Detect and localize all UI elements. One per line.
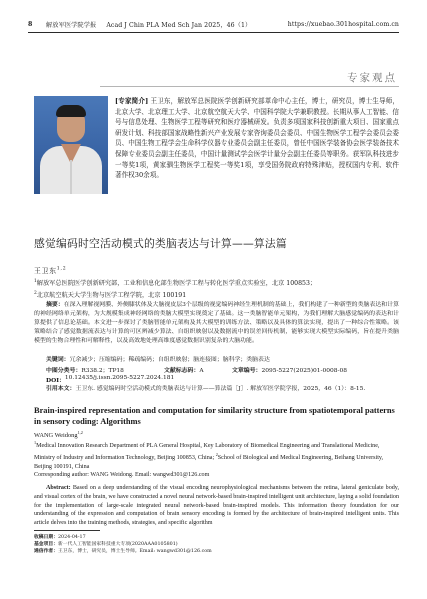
doc-code-field: 文献标志码：A xyxy=(164,367,204,374)
abstract-zh-body: 在深入理解视网膜、外侧膝状体及大脑视皮层3个层级的视觉编码神经生理机制的基础上，我们构建了一种新型的类脑表达和计算的神经网络单元架构，为大规模集成神经网络的类脑大模型实现奠定了基础。这一类脑智能单元架构，为我们理解大脑感觉编码的表达和计算提供了信息论基础。本文进一步探讨了类脑智能单元架构及其大模型的训练方法、策略以及具体的算法实现，提出了一种综合性策略。该策略结合了感觉数据流表达与计算的可区辨减少算法、自组织映射以及数据流中的误差回传机制，能够实现大模型实际编码，旨在提升类脑模型的生物合理性和可解释性，以及高效地处理高维度感觉数据识别复杂的大脑功能。 xyxy=(34,302,400,345)
author-line-en xyxy=(34,430,83,439)
keywords-zh xyxy=(34,355,399,365)
affiliations-zh xyxy=(34,277,399,301)
author-biography xyxy=(115,96,399,181)
bio-body: 王卫东，解放军总医院医学创新研究部革命中心主任，博士，研究员，博士生导师，北京大学、北京理工大学、北京航空航天大学、中国科学院大学兼职教授。长期从事人工智能、信号与信息处理、生物医学工程等研究和医疗器械研发。负责多项国家科技创新重大项目、国家重点研发计划、科技部国家战略性新兴产业发展专家咨询委员会委员、中国生物医学工程学会委员会委员、中国生物工程学会生命科学仪器专业委员会副主任委员，曾任中国医学装备协会医学装备技术保障专业委员会副主任委员，中国计量测试学会医学计量分会副主任委员等职务。获军队科技进步一等奖1项，黄家驷生物医学工程奖一等奖1项，享受国务院政府特殊津贴，授权国内专利、软件著作权30余项。 xyxy=(115,97,399,180)
author-line-zh xyxy=(34,265,67,275)
citation-zh xyxy=(34,384,399,394)
footnote-received: 收稿日期：2024-04-17 xyxy=(34,534,86,540)
author-affil-sup-en: 1,2 xyxy=(77,430,83,435)
journal-name: 解放军医学院学报 xyxy=(46,21,97,29)
column-label: 专家观点 xyxy=(347,72,397,84)
affiliation-en-2: School of Biological and Medical Engineering, Beihang University, Beijing 100191, China xyxy=(34,454,384,470)
affiliation-zh-2: $^2$北京航空航天大学生物与医学工程学院，北京 100191 xyxy=(34,291,187,300)
clc-field: 中图分类号：R338.2；TP18 xyxy=(46,367,124,374)
abstract-zh-label: 摘要： xyxy=(46,301,64,308)
author-portrait-photo xyxy=(34,96,108,194)
author-name-zh: 王卫东 xyxy=(34,267,57,275)
citation-zh-label: 引用本文： xyxy=(46,385,76,392)
portrait-shirt-placket xyxy=(70,160,72,194)
footnote-divider xyxy=(34,530,100,531)
running-header xyxy=(28,19,399,33)
keywords-zh-body: 冗余减少；压缩编码；稀疏编码；自组织映射；脑连接图；脑科学；类脑表达 xyxy=(69,357,270,363)
doi-value[interactable]: 10.12435/j.issn.2095-5227.2024.181 xyxy=(64,375,175,381)
corresponding-author-en: Corresponding author: WANG Weidong. Email: wangwd301@126.com xyxy=(34,472,210,479)
article-title-en: Brain-inspired representation and computation for similarity structure from spatiotemporal patterns in sensory coding: Algorithms xyxy=(34,406,395,426)
journal-issue-meta: Acad J Chin PLA Med Sch Jan 2025，46（1） xyxy=(106,21,252,29)
affiliation-zh-1: $^1$解放军总医院医学创新研究部，工业和信息化部生物医学工程与转化医学重点实验室，北京 100853； xyxy=(34,279,317,288)
page-number: 8 xyxy=(28,20,33,28)
author-affil-sup-zh: 1,2 xyxy=(56,266,67,272)
affiliation-en-1: Medical Innovation Research Department of PLA General Hospital, Key Laboratory of Biomedical Engineering and Translational Medicine, Ministry of Industry and Information Technology, Beijing 100853, China; xyxy=(34,443,380,461)
abstract-en-body: Based on a deep understanding of the visual encoding neurophysiological mechanisms between the retina, lateral geniculate body, and visual cortex of the brain, we have constructed a novel neural network-based brain-inspired intelligent unit architecture, laying a solid foundation for the implementation of large-scale integrated neural network-based brain-inspired models. This information theory foundation for our understanding of the expression and computation of brain sensory encoding is formed by the architecture of brain-inspired intelligent units. This article delves into the training methods, strategies, and specific algorithm xyxy=(34,485,399,527)
footnote-corresponding: 通信作者：王卫东，博士，研究员，博士生导师。Email: wangwd301@126.com xyxy=(34,548,212,554)
author-name-en: WANG Weidong xyxy=(34,432,78,440)
abstract-en xyxy=(34,484,399,528)
journal-url[interactable]: https://xuebao.301hospital.com.cn xyxy=(287,20,399,28)
article-title-zh: 感觉编码时空活动模式的类脑表达与计算——算法篇 xyxy=(34,237,287,250)
doi-row xyxy=(46,375,399,384)
footnote-fund: 基金项目：新一代人工智能国家科技重大专项(2020AAA0105801) xyxy=(34,541,178,547)
article-number-field: 文章编号：2095-5227(2025)01-0008-08 xyxy=(232,367,347,374)
bio-label: [专家简介] xyxy=(115,97,149,105)
abstract-en-label: Abstract: xyxy=(46,485,71,491)
portrait-hair xyxy=(56,105,86,117)
column-divider xyxy=(100,86,399,87)
keywords-zh-label: 关键词： xyxy=(46,356,70,363)
doi-label: DOI： xyxy=(46,377,65,384)
classification-row xyxy=(46,365,399,374)
abstract-zh xyxy=(34,300,399,346)
affiliations-en: $^1$Medical Innovation Research Department of PLA General Hospital, Key Laboratory of Biomedical Engineering and Translational Medicine, Ministry of Industry and Information Technology, Beijing 100853, China; $^2$School of Biological and Medical Engineering, Beihang University, Beijing 100191, China Corresponding author: WANG Weidong. Email: wangwd301@126.com xyxy=(34,439,399,480)
citation-zh-body: 王卫东. 感觉编码时空活动模式的类脑表达与计算——算法篇［J］. 解放军医学院学报，2025，46（1）：8-15. xyxy=(75,386,366,392)
